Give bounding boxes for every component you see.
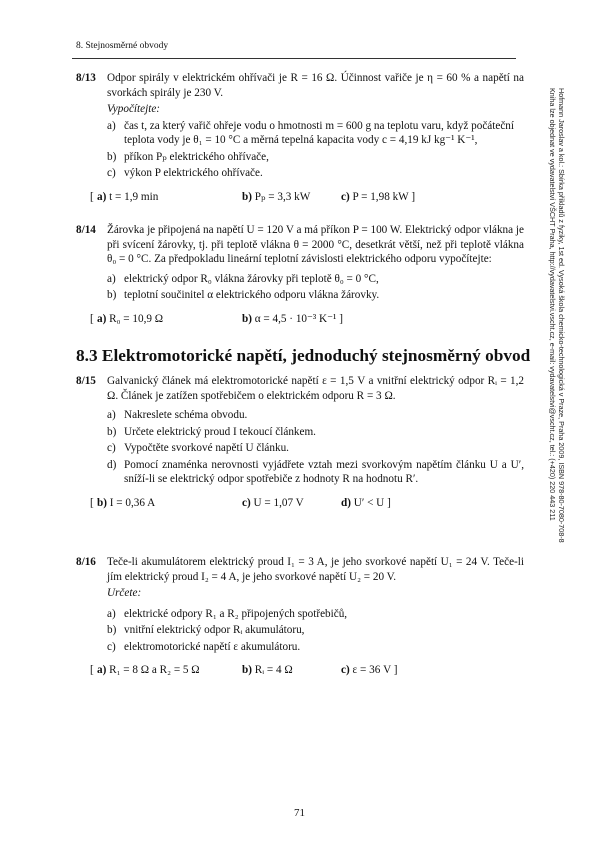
citation-line-1: Hofmann Jaroslav a kol.: Sbírka příkladů z fyziky, 1st ed. Vysoká škola chemicko-technologická v Praze, Praha 2009, ISBN 978-80-7080-708-8 xyxy=(557,88,566,543)
list-item: b) teplotní součinitel α elektrického odporu vlákna žárovky. xyxy=(107,289,380,301)
problem-number: 8/13 xyxy=(76,72,96,84)
answer-line: [ a) t = 1,9 min b) Pₚ = 3,3 kW c) P = 1,98 kW ] xyxy=(90,190,416,203)
citation-sidebar xyxy=(548,88,566,648)
problem-text: Odpor spirály v elektrickém ohřívači je R = 16 Ω. Účinnost vařiče je η = 60 % a napětí na svorkách spirály je 230 V. xyxy=(107,72,524,99)
list-item-text: příkon Pₚ elektrického ohřívače, xyxy=(124,150,269,163)
list-item-text: Vypočtěte svorkové napětí U článku. xyxy=(124,442,289,454)
problem-instruction: Určete: xyxy=(107,587,142,599)
problem-text: Žárovka je připojená na napětí U = 120 V a má příkon P = 100 W. Elektrický odpor vlákna je při svícení žárovky, tj. při teplotě vlákna θ = 2000 °C, desetkrát větší, než při teplotě vlákna θ₀ = 0 °C. Za předpokladu lineární teplotní závislosti elektrického odporu vypočítejte: xyxy=(107,224,524,265)
running-header: 8. Stejnosměrné obvody xyxy=(76,41,169,51)
list-item-text: výkon P elektrického ohřívače. xyxy=(124,167,263,179)
list-item: a) elektrické odpory R₁ a R₂ připojených spotřebičů, xyxy=(107,607,348,620)
list-item-text: Pomocí znaménka nerovnosti vyjádřete vztah mezi svorkovým napětím článku U a U′, sníží-li se elektrický odpor spotřebiče z hodnoty R na hodnotu R′. xyxy=(124,458,524,485)
list-item: c) Vypočtěte svorkové napětí U článku. xyxy=(107,442,289,454)
list-item: a) elektrický odpor R₀ vlákna žárovky při teplotě θ₀ = 0 °C, xyxy=(107,272,379,285)
citation-line-2: Kniha lze objednat ve vydavatelství VŠCHT Praha, http://vydavatelstvi.vscht.cz, e-mail: vydavatelstvi@vscht.cz, tel.: (+420) 220 443 211 xyxy=(548,88,557,521)
page-number: 71 xyxy=(294,807,305,819)
problem-text: Teče-li akumulátorem elektrický proud I₁ = 3 A, je jeho svorkové napětí U₁ = 24 V. Teče-li jím elektrický proud I₂ = 4 A, je jeho svorkové napětí U₂ = 20 V. xyxy=(107,556,524,583)
list-item: d) Pomocí znaménka nerovnosti vyjádřete vztah mezi svorkovým napětím článku U a U′, sníží-li se elektrický odpor spotřebiče z hodnoty R na hodnotu R′. xyxy=(107,458,524,485)
list-item: a) Nakreslete schéma obvodu. xyxy=(107,409,248,421)
list-item: c) elektromotorické napětí ε akumulátoru. xyxy=(107,640,301,653)
problem-number: 8/14 xyxy=(76,224,96,236)
list-item-text: elektromotorické napětí ε akumulátoru. xyxy=(124,640,301,653)
problem-8-13 xyxy=(76,71,524,205)
answer-line: [ a) R₀ = 10,9 Ω b) α = 4,5 · 10⁻³ K⁻¹ ] xyxy=(90,312,343,325)
problem-8-15 xyxy=(76,374,524,511)
list-item: b) Určete elektrický proud I tekoucí článkem. xyxy=(107,425,316,438)
problem-8-16 xyxy=(76,555,524,678)
section-heading: 8.3 Elektromotorické napětí, jednoduchý stejnosměrný obvod xyxy=(76,346,531,365)
header-rule xyxy=(72,58,516,59)
problem-number: 8/15 xyxy=(76,375,96,387)
list-item: b) vnitřní elektrický odpor Rᵢ akumulátoru, xyxy=(107,624,305,636)
list-item-text: Určete elektrický proud I tekoucí článkem. xyxy=(124,425,316,438)
list-item: a) čas t, za který vařič ohřeje vodu o hmotnosti m = 600 g na teplotu varu, když počáteční teplota vody je θ₁ = 10 °C a měrná tepelná kapacita vody c = 4,19 kJ kg⁻¹ K⁻¹, xyxy=(107,119,514,146)
list-item-text: teplotní součinitel α elektrického odporu vlákna žárovky. xyxy=(124,289,380,301)
problem-number: 8/16 xyxy=(76,556,96,568)
problem-text: Galvanický článek má elektromotorické napětí ε = 1,5 V a vnitřní elektrický odpor Rᵢ = 1,2 Ω. Článek je zatížen spotřebičem o elektrickém odporu R = 3 Ω. xyxy=(107,375,524,402)
list-item-text: elektrický odpor R₀ vlákna žárovky při teplotě θ₀ = 0 °C, xyxy=(124,272,379,285)
answer-line: [ a) R₁ = 8 Ω a R₂ = 5 Ω b) Rᵢ = 4 Ω c) ε = 36 V ] xyxy=(90,664,398,676)
list-item-text: vnitřní elektrický odpor Rᵢ akumulátoru, xyxy=(124,624,305,636)
list-item: c) výkon P elektrického ohřívače. xyxy=(107,167,263,179)
list-item: b) příkon Pₚ elektrického ohřívače, xyxy=(107,150,269,163)
problem-8-14 xyxy=(76,223,524,327)
list-item-text: Nakreslete schéma obvodu. xyxy=(124,409,248,421)
list-item-text: čas t, za který vařič ohřeje vodu o hmotnosti m = 600 g na teplotu varu, když počáteční teplota vody je θ₁ = 10 °C a měrná tepelná kapacita vody c = 4,19 kJ kg⁻¹ K⁻¹, xyxy=(124,119,514,146)
answer-line: [ b) I = 0,36 A c) U = 1,07 V d) U′ < U ] xyxy=(90,496,391,509)
list-item-text: elektrické odpory R₁ a R₂ připojených spotřebičů, xyxy=(124,607,348,620)
problem-instruction: Vypočítejte: xyxy=(107,103,161,115)
